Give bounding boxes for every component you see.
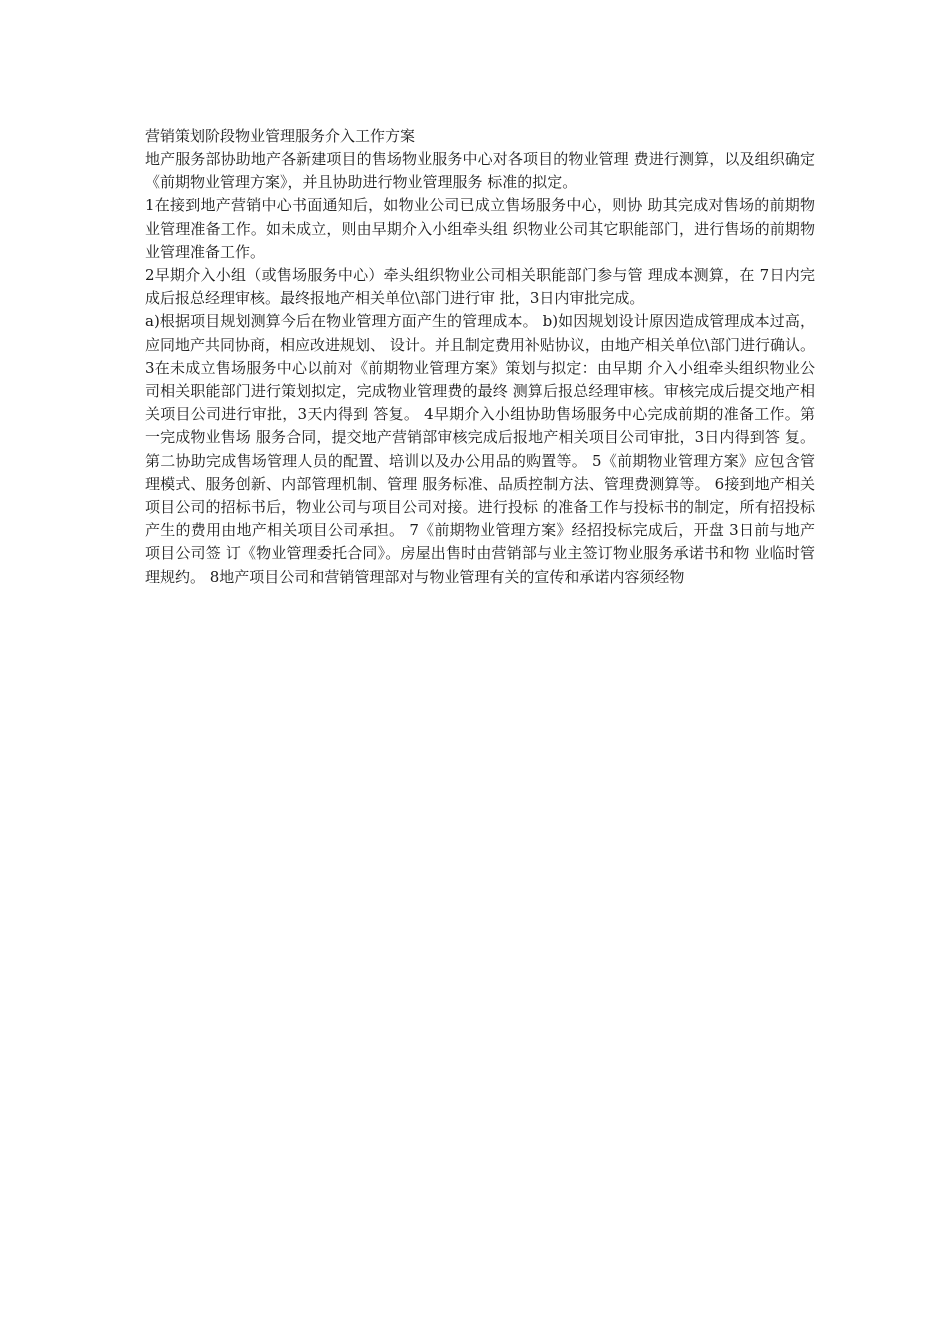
paragraph-item-2: 2早期介入小组（或售场服务中心）牵头组织物业公司相关职能部门参与管 理成本测算，在 7日内完成后报总经理审核。最终报地产相关单位\部门进行审 批，3日内审批完成。 [145, 266, 815, 308]
paragraph-items-a-to-8: a)根据项目规划测算今后在物业管理方面产生的管理成本。 b)如因规划设计原因造成管理成本过高，应同地产共同协商，相应改进规划、 设计。并且制定费用补贴协议，由地产相关单位\部门进行确认。 3在未成立售场服务中心以前对《前期物业管理方案》策划与拟定：由早期 介入小组牵头组织物业公司相关职能部门进行策划拟定，完成物业管理费的最终 测算后报总经理审核。审核完成后提交地产相关项目公司进行审批，3天内得到 答复。 4早期介入小组协助售场服务中心完成前期的准备工作。第一完成物业售场 服务合同，提交地产营销部审核完成后报地产相关项目公司审批，3日内得到答 复。第二协助完成售场管理人员的配置、培训以及办公用品的购置等。 5《前期物业管理方案》应包含管理模式、服务创新、内部管理机制、管理 服务标准、品质控制方法、管理费测算等。 6接到地产相关项目公司的招标书后，物业公司与项目公司对接。进行投标 的准备工作与投标书的制定，所有招投标产生的费用由地产相关项目公司承担。 7《前期物业管理方案》经招投标完成后，开盘 3日前与地产项目公司签 订《物业管理委托合同》。房屋出售时由营销部与业主签订物业服务承诺书和物 业临时管理规约。 8地产项目公司和营销管理部对与物业管理有关的宣传和承诺内容须经物 [145, 312, 815, 586]
document-body [145, 125, 815, 589]
document-title: 营销策划阶段物业管理服务介入工作方案 [145, 127, 416, 145]
paragraph-item-1: 1在接到地产营销中心书面通知后，如物业公司已成立售场服务中心，则协 助其完成对售场的前期物业管理准备工作。如未成立，则由早期介入小组牵头组 织物业公司其它职能部门，进行售场的前期物业管理准备工作。 [145, 196, 815, 261]
paragraph-intro: 地产服务部协助地产各新建项目的售场物业服务中心对各项目的物业管理 费进行测算，以及组织确定《前期物业管理方案》，并且协助进行物业管理服务 标准的拟定。 [145, 150, 815, 192]
